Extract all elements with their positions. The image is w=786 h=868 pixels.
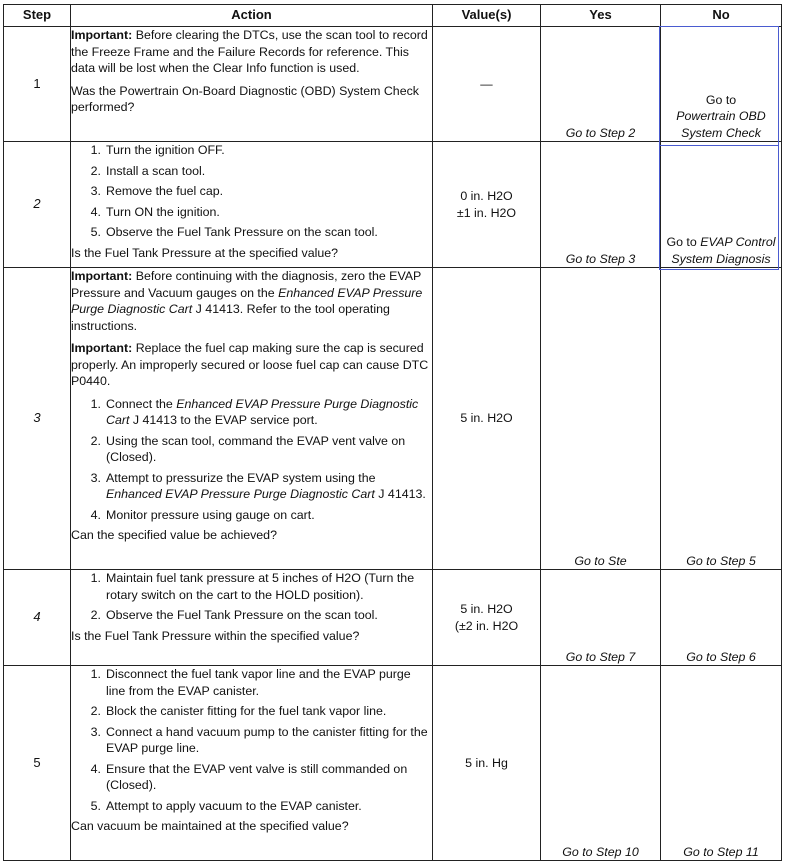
list-item: 4. Turn ON the ignition.: [90, 204, 220, 219]
list-item: 3. Connect a hand vacuum pump to the canister fitting for the EVAP purge line.: [90, 724, 428, 755]
action-list: [71, 570, 432, 624]
yes-link[interactable]: Go to Step 2: [541, 27, 661, 142]
list-item: 3. Remove the fuel cap.: [90, 184, 224, 198]
value-tolerance: ±1 in. H2O: [456, 205, 517, 220]
important-note: Important: Replace the fuel cap making sure the cap is secured properly. An improperly secured or loose fuel cap can cause DTC P0440.: [71, 341, 429, 388]
step-question: Is the Fuel Tank Pressure at the specified value?: [71, 245, 339, 260]
header-values: Value(s): [433, 5, 541, 27]
no-prefix: Go to: [705, 92, 737, 107]
no-link[interactable]: [661, 142, 782, 268]
header-row: [4, 5, 782, 27]
step-number: 4: [4, 570, 71, 666]
action-list: [71, 396, 432, 524]
step-question: Is the Fuel Tank Pressure within the specified value?: [71, 628, 360, 643]
list-item: 1. Disconnect the fuel tank vapor line and the EVAP purge line from the EVAP canister.: [90, 667, 411, 698]
list-item: 3. Attempt to pressurize the EVAP system using the Enhanced EVAP Pressure Purge Diagnostic Cart J 41413.: [90, 470, 426, 501]
list-item: 2. Block the canister fitting for the fuel tank vapor line.: [90, 704, 387, 718]
important-text: Before clearing the DTCs, use the scan tool to record the Freeze Frame and the Failure Records for reference. This data will be lost when the Clear Info function is used.: [71, 28, 428, 75]
header-action: Action: [71, 5, 433, 27]
action-list: [71, 142, 432, 241]
action-list: [71, 666, 432, 814]
action-cell: [71, 27, 433, 142]
no-link[interactable]: [661, 27, 782, 142]
step-number: 5: [4, 666, 71, 861]
table-row-step-4: [4, 570, 782, 666]
values-cell: [433, 570, 541, 666]
no-prefix: Go to: [666, 235, 697, 249]
yes-link[interactable]: Go to Step 10: [541, 666, 661, 861]
table-row-step-1: [4, 27, 782, 142]
yes-link[interactable]: Go to Step 7: [541, 570, 661, 666]
header-step: Step: [4, 5, 71, 27]
step-number: 3: [4, 268, 71, 570]
list-item: 4. Monitor pressure using gauge on cart.: [90, 507, 315, 522]
no-link[interactable]: Go to Step 5: [661, 268, 782, 570]
values-cell: 5 in. H2O: [433, 268, 541, 570]
list-item: 1. Turn the ignition OFF.: [90, 143, 225, 157]
action-cell: [71, 268, 433, 570]
step-question: Can vacuum be maintained at the specified value?: [71, 819, 349, 833]
values-cell: [433, 142, 541, 268]
step-number: 2: [4, 142, 71, 268]
action-cell: [71, 570, 433, 666]
table-row-step-2: [4, 142, 782, 268]
list-item: 1. Maintain fuel tank pressure at 5 inches of H2O (Turn the rotary switch on the cart to the HOLD position).: [90, 571, 415, 602]
yes-link[interactable]: Go to Ste: [541, 268, 661, 570]
value-line: 0 in. H2O: [460, 188, 513, 203]
list-item: 2. Using the scan tool, command the EVAP vent valve on (Closed).: [90, 433, 406, 464]
step-question: Can the specified value be achieved?: [71, 528, 277, 542]
important-note: [71, 27, 432, 77]
yes-link[interactable]: Go to Step 3: [541, 142, 661, 268]
action-cell: [71, 666, 433, 861]
values-cell: —: [433, 27, 541, 142]
important-note: Important: Before continuing with the diagnosis, zero the EVAP Pressure and Vacuum gauges on the Enhanced EVAP Pressure Purge Diagnostic Cart J 41413. Refer to the tool operating instructions.: [71, 269, 423, 333]
no-link[interactable]: Go to Step 6: [661, 570, 782, 666]
header-yes: Yes: [541, 5, 661, 27]
no-link-text: Powertrain OBD System Check: [676, 109, 766, 140]
important-label: Important:: [71, 28, 133, 42]
list-item: 5. Attempt to apply vacuum to the EVAP canister.: [90, 798, 362, 813]
header-no: No: [661, 5, 782, 27]
table-row-step-5: [4, 666, 782, 861]
list-item: 1. Connect the Enhanced EVAP Pressure Purge Diagnostic Cart J 41413 to the EVAP service port.: [90, 396, 419, 427]
no-link-text: EVAP Control System Diagnosis: [671, 235, 776, 266]
list-item: 2. Observe the Fuel Tank Pressure on the scan tool.: [90, 608, 378, 622]
diagnostic-table: [3, 4, 782, 861]
step-number: 1: [4, 27, 71, 142]
table-row-step-3: [4, 268, 782, 570]
value-tolerance: (±2 in. H2O: [454, 618, 519, 633]
value-line: 5 in. H2O: [460, 601, 513, 616]
action-cell: [71, 142, 433, 268]
list-item: 2. Install a scan tool.: [90, 163, 206, 178]
step-question: Was the Powertrain On-Board Diagnostic (OBD) System Check performed?: [71, 83, 419, 114]
values-cell: 5 in. Hg: [433, 666, 541, 861]
list-item: 5. Observe the Fuel Tank Pressure on the scan tool.: [90, 225, 378, 239]
list-item: 4. Ensure that the EVAP vent valve is still commanded on (Closed).: [90, 761, 408, 792]
no-link[interactable]: Go to Step 11: [661, 666, 782, 861]
